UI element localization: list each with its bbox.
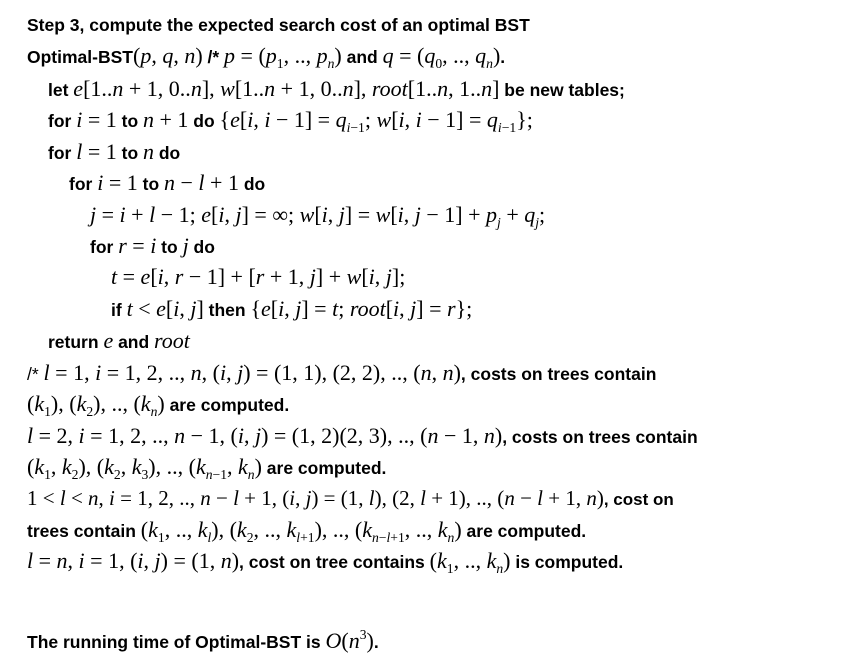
note-comment-open: /* (27, 364, 44, 384)
for-init-end: n + 1 (143, 107, 189, 132)
assign-statement: j = i + l − 1; e[i, j] = ∞; w[i, j] = w[i, $j - 1] + p_j + q_j$; (90, 202, 546, 230)
to-keyword: to (156, 237, 183, 257)
code-line-for-i (69, 170, 265, 196)
note2-math: l = 2, i = 1, 2, .., n − 1, (i, j) = (1, 2)(2, 3), .., (n − 1, n) (27, 423, 503, 448)
do-keyword: do (238, 174, 266, 194)
procedure-name: Optimal-BST (27, 47, 133, 67)
return-root: root (154, 328, 190, 353)
running-time-end: . (373, 632, 379, 652)
for-i-end: n − l + 1 (164, 170, 239, 195)
note1b-text: are computed. (164, 395, 290, 415)
let-tables: e[1..n + 1, 0..n], w[1..n + 1, 0..n], root[1..n, 1..n] (73, 76, 500, 101)
for-i-var: i = 1 (97, 170, 138, 195)
note3-math: 1 < l < n, i = 1, 2, .., n − l + 1, (i, j) = (1, l), (2, l + 1), .., (n − l + 1, n) (27, 486, 604, 510)
procedure-args: (p, q, n) (132, 43, 203, 68)
for-r-var: r = i (118, 233, 157, 258)
running-time-text: The running time of Optimal-BST is (27, 632, 326, 652)
let-tail: be new tables; (499, 80, 625, 100)
do-keyword: do (188, 237, 215, 257)
note4-text2: is computed. (510, 552, 624, 572)
section-heading: Step 3, compute the expected search cost of an optimal BST (27, 15, 530, 35)
note4-math2: ($k_1$, .., $k_n$) (429, 548, 511, 576)
note1b-math: $(k_1)$, $(k_2)$, .., $(k_n)$ (27, 391, 165, 419)
to-keyword: to (116, 143, 143, 163)
procedure-signature (27, 43, 505, 69)
for-r-end: j (182, 233, 189, 258)
p-definition: $p = (p_1$, .., $p_n$) (224, 43, 342, 71)
code-line-return (48, 328, 190, 354)
for-init-body: {e[i, $i - 1] = q_{i-1}$; w[i, $i - 1] = q_{i-1}$}; (219, 107, 533, 135)
code-line-assign (90, 202, 545, 228)
t-statement: t = e[i, r − 1] + [r + 1, j] + w[i, j]; (111, 264, 406, 289)
note3-text: , cost on (603, 490, 674, 509)
for-keyword: for (90, 237, 119, 257)
for-keyword: for (69, 174, 98, 194)
note3b-text1: trees contain (27, 521, 141, 541)
for-l-end: n (143, 139, 154, 164)
if-keyword: if (111, 300, 127, 320)
do-keyword: do (188, 111, 220, 131)
signature-end: . (500, 47, 506, 67)
running-time-line (27, 628, 379, 654)
q-definition: $q = (q_0$, .., $q_n$) (382, 43, 501, 71)
note-line-2 (27, 423, 698, 449)
return-e: e (103, 328, 114, 353)
note4-math: l = n, i = 1, (i, j) = (1, n) (27, 548, 240, 573)
note2b-math: ($k_1$, $k_2$), ($k_2$, $k_3$), .., ($k_{n-1}$, $k_n$) (27, 454, 262, 482)
code-line-let (48, 76, 625, 102)
return-keyword: return (48, 332, 104, 352)
return-and: and (113, 332, 155, 352)
note1-text: , costs on trees contain (460, 364, 657, 384)
note-line-1b (27, 391, 289, 417)
let-keyword: let (48, 80, 74, 100)
code-line-for-r (90, 233, 215, 259)
note1-math: l = 1, i = 1, 2, .., n, (i, j) = (1, 1), (2, 2), .., (n, n) (43, 360, 461, 385)
comment-open: /* (202, 47, 225, 67)
note3b-text2: are computed. (461, 521, 587, 541)
if-condition: t < e[i, j] (126, 296, 204, 321)
to-keyword: to (116, 111, 143, 131)
note-line-2b (27, 454, 386, 480)
for-keyword: for (48, 143, 77, 163)
big-o-expression: $O(n^3)$ (325, 627, 374, 653)
code-line-if (111, 296, 472, 322)
do-keyword: do (154, 143, 181, 163)
note2b-text: are computed. (261, 458, 387, 478)
and-text: and (341, 47, 383, 67)
note3b-math: ($k_1$, .., $k_l$), ($k_2$, .., $k_{l+1}$), .., ($k_{n-l+1}$, .., $k_n$) (140, 517, 462, 545)
for-init-var: i = 1 (76, 107, 117, 132)
note-line-3 (27, 485, 674, 511)
code-line-for-l (48, 139, 180, 165)
for-keyword: for (48, 111, 77, 131)
to-keyword: to (137, 174, 164, 194)
note4-text1: , cost on tree contains (239, 552, 430, 572)
if-body: {e[i, j] = t; root[i, j] = r}; (250, 296, 473, 321)
note-line-3b (27, 517, 586, 543)
note2-text: , costs on trees contain (502, 427, 698, 447)
note-line-4 (27, 548, 623, 574)
code-line-for-init (48, 107, 533, 133)
for-l-var: l = 1 (76, 139, 117, 164)
code-line-t (111, 264, 405, 290)
note-line-1 (27, 360, 656, 386)
then-keyword: then (203, 300, 251, 320)
